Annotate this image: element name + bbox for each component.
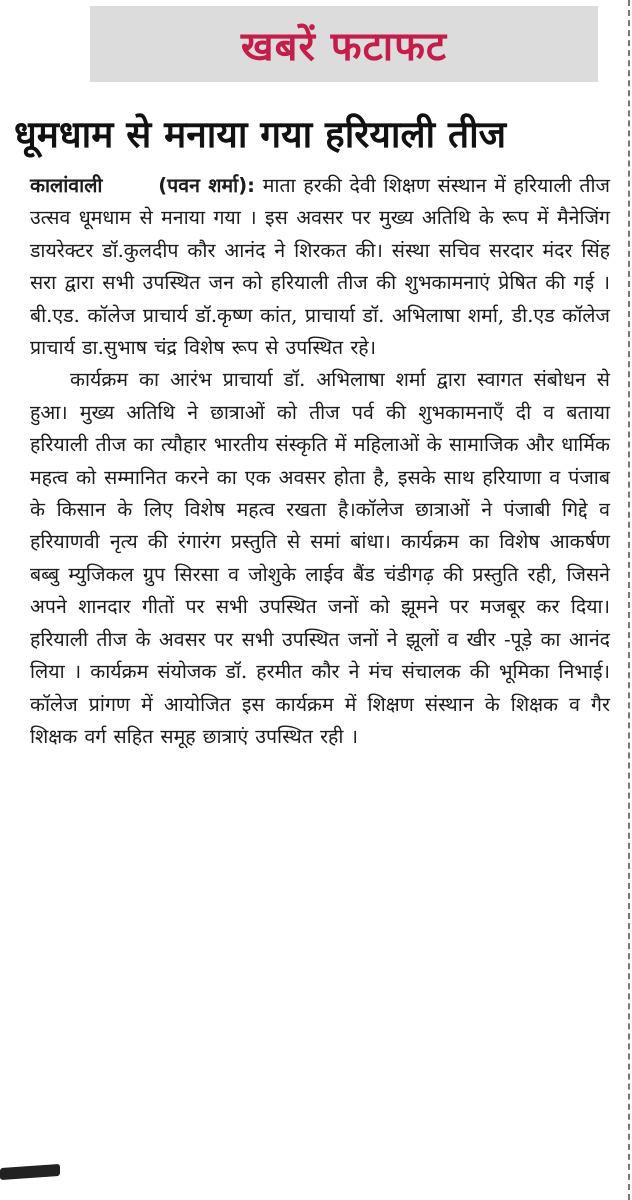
banner-title: खबरें फटाफट [240,23,448,70]
paragraph-1-text: माता हरकी देवी शिक्षण संस्थान में हरियाली तीज उत्सव धूमधाम से मनाया गया । इस अवसर पर मुख्य अतिथि के रूप में मैनेजिंग डायरेक्टर डॉ.कुलदीप कौर आनंद ने शिरकत की। संस्था सचिव सरदार मंदर सिंह सरा द्वारा सभी उपस्थित जन को हरियाली तीज की शुभकामनाएं प्रेषित की गई ।बी.एड. कॉलेज प्राचार्य डॉ.कृष्ण कांत, प्राचार्या डॉ. अभिलाषा शर्मा, डी.एड कॉलेज प्राचार्य डा.सुभाष चंद्र विशेष रूप से उपस्थित रहे। [30,174,611,360]
ink-scribble [0,1164,60,1180]
section-banner [90,6,598,82]
column-divider [628,0,630,1200]
article-headline: धूमधाम से मनाया गया हरियाली तीज [14,113,507,156]
dateline: कालांवाली [30,174,103,197]
article-body [30,170,610,753]
paragraph-2-text: कार्यक्रम का आरंभ प्राचार्या डॉ. अभिलाषा शर्मा द्वारा स्वागत संबोधन से हुआ। मुख्य अतिथि ने छात्राओं को तीज पर्व की शुभकामनाएँ दी व बताया हरियाली तीज का त्यौहार भारतीय संस्कृति में महिलाओं के सामाजिक और धार्मिक महत्व को सम्मानित करने का एक अवसर होता है, इसके साथ हरियाणा व पंजाब के किसान के लिए विशेष महत्व रखता है।कॉलेज छात्राओं ने पंजाबी गिद्दे व हरियाणवी नृत्य की रंगारंग प्रस्तुति से समां बांधा। कार्यक्रम का विशेष आकर्षण बब्बु म्युजिकल ग्रुप सिरसा व जोशुके लाईव बैंड चंडीगढ़ की प्रस्तुति रही, जिसने अपने शानदार गीतों पर सभी उपस्थित जनों को झूमने पर मजबूर कर दिया। हरियाली तीज के अवसर पर सभी उपस्थित जनों ने झूलों व खीर -पूड़े का आनंद लिया । कार्यक्रम संयोजक डॉ. हरमीत कौर ने मंच संचालक की भूमिका निभाई। कॉलेज प्रांगण में आयोजित इस कार्यक्रम में शिक्षण संस्थान के शिक्षक व गैर शिक्षक वर्ग सहित समूह छात्राएं उपस्थित रही । [30,368,610,748]
article-paragraph [30,170,610,364]
byline: (पवन शर्मा): [158,174,255,197]
